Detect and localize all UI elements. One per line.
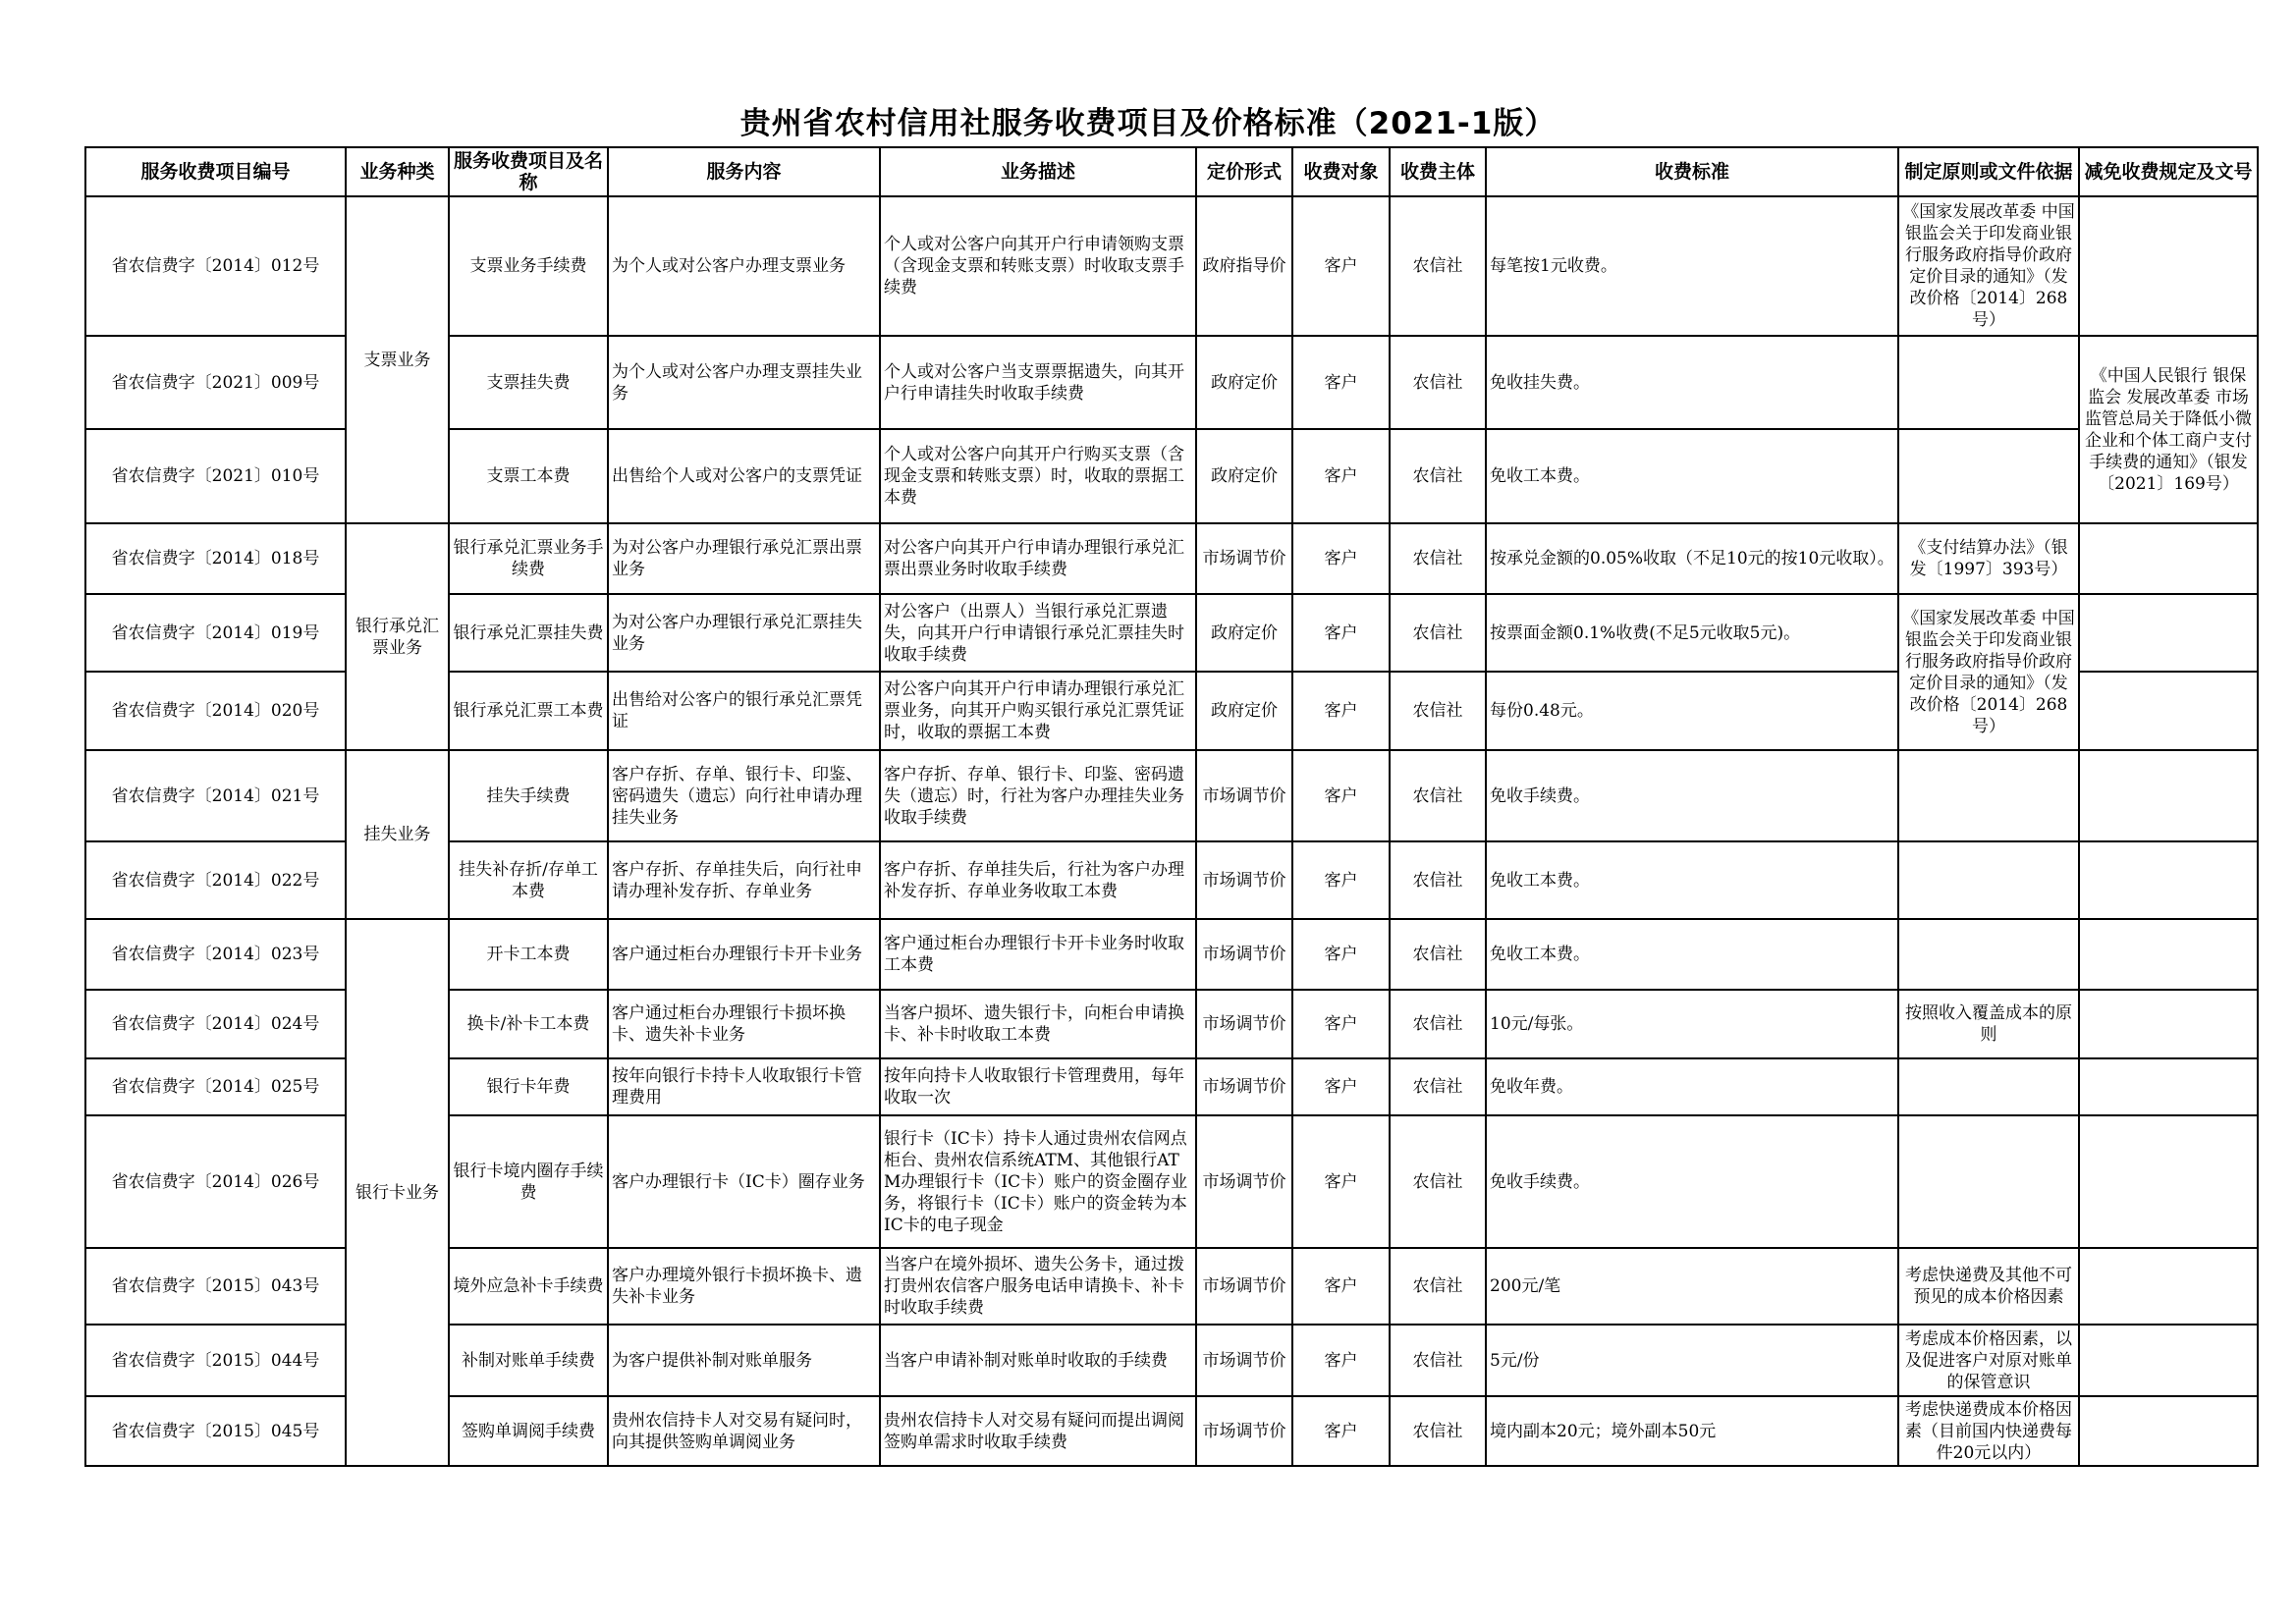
- cell-pricing: 政府定价: [1196, 594, 1292, 672]
- header-row: [85, 147, 2258, 196]
- cell-content: 为对公客户办理银行承兑汇票挂失业务: [608, 594, 880, 672]
- cell-target: 客户: [1292, 429, 1390, 523]
- cell-reduction: 《中国人民银行 银保监会 发展改革委 市场监管总局关于降低小微企业和个体工商户支付手续费的通知》（银发〔2021〕169号）: [2079, 336, 2258, 523]
- cell-reduction: [2079, 1058, 2258, 1115]
- cell-pricing: 市场调节价: [1196, 1325, 1292, 1396]
- header-reduction: 减免收费规定及文号: [2079, 147, 2258, 196]
- cell-desc: 个人或对公客户向其开户行购买支票（含现金支票和转账支票）时，收取的票据工本费: [880, 429, 1196, 523]
- cell-target: 客户: [1292, 196, 1390, 336]
- cell-target: 客户: [1292, 841, 1390, 919]
- header-pricing: 定价形式: [1196, 147, 1292, 196]
- cell-content: 客户通过柜台办理银行卡损坏换卡、遗失补卡业务: [608, 990, 880, 1058]
- cell-category: 银行卡业务: [346, 919, 449, 1466]
- cell-subject: 农信社: [1390, 841, 1486, 919]
- cell-name: 换卡/补卡工本费: [449, 990, 608, 1058]
- cell-name: 补制对账单手续费: [449, 1325, 608, 1396]
- cell-content: 为对公客户办理银行承兑汇票出票业务: [608, 523, 880, 594]
- cell-target: 客户: [1292, 336, 1390, 429]
- header-code: 服务收费项目编号: [85, 147, 346, 196]
- cell-pricing: 政府指导价: [1196, 196, 1292, 336]
- cell-desc: 当客户在境外损坏、遗失公务卡，通过拨打贵州农信客户服务电话申请换卡、补卡时收取手续费: [880, 1248, 1196, 1325]
- cell-target: 客户: [1292, 750, 1390, 841]
- cell-subject: 农信社: [1390, 750, 1486, 841]
- cell-standard: 每份0.48元。: [1486, 672, 1898, 750]
- table-row: [85, 750, 2258, 841]
- cell-name: 支票业务手续费: [449, 196, 608, 336]
- cell-code: 省农信费字〔2014〕023号: [85, 919, 346, 990]
- cell-content: 贵州农信持卡人对交易有疑问时，向其提供签购单调阅业务: [608, 1396, 880, 1466]
- cell-desc: 客户通过柜台办理银行卡开卡业务时收取工本费: [880, 919, 1196, 990]
- cell-desc: 对公客户向其开户行申请办理银行承兑汇票出票业务时收取手续费: [880, 523, 1196, 594]
- header-basis: 制定原则或文件依据: [1898, 147, 2079, 196]
- cell-content: 按年向银行卡持卡人收取银行卡管理费用: [608, 1058, 880, 1115]
- cell-name: 银行承兑汇票工本费: [449, 672, 608, 750]
- cell-basis: [1898, 1115, 2079, 1248]
- cell-subject: 农信社: [1390, 1248, 1486, 1325]
- cell-standard: 5元/份: [1486, 1325, 1898, 1396]
- cell-desc: 贵州农信持卡人对交易有疑问而提出调阅签购单需求时收取手续费: [880, 1396, 1196, 1466]
- cell-code: 省农信费字〔2014〕025号: [85, 1058, 346, 1115]
- cell-name: 境外应急补卡手续费: [449, 1248, 608, 1325]
- cell-desc: 个人或对公客户向其开户行申请领购支票（含现金支票和转账支票）时收取支票手续费: [880, 196, 1196, 336]
- cell-name: 挂失手续费: [449, 750, 608, 841]
- cell-subject: 农信社: [1390, 672, 1486, 750]
- cell-code: 省农信费字〔2014〕018号: [85, 523, 346, 594]
- table-row: [85, 196, 2258, 336]
- cell-code: 省农信费字〔2014〕012号: [85, 196, 346, 336]
- cell-target: 客户: [1292, 672, 1390, 750]
- cell-pricing: 政府定价: [1196, 336, 1292, 429]
- cell-subject: 农信社: [1390, 990, 1486, 1058]
- cell-subject: 农信社: [1390, 1396, 1486, 1466]
- header-description: 业务描述: [880, 147, 1196, 196]
- cell-category: 银行承兑汇票业务: [346, 523, 449, 750]
- cell-content: 出售给对公客户的银行承兑汇票凭证: [608, 672, 880, 750]
- cell-desc: 对公客户向其开户行申请办理银行承兑汇票业务，向其开户购买银行承兑汇票凭证时，收取的票据工本费: [880, 672, 1196, 750]
- cell-reduction: [2079, 523, 2258, 594]
- cell-content: 客户存折、存单挂失后，向行社申请办理补发存折、存单业务: [608, 841, 880, 919]
- cell-pricing: 市场调节价: [1196, 1396, 1292, 1466]
- cell-code: 省农信费字〔2014〕022号: [85, 841, 346, 919]
- cell-pricing: 市场调节价: [1196, 990, 1292, 1058]
- cell-code: 省农信费字〔2014〕020号: [85, 672, 346, 750]
- cell-target: 客户: [1292, 990, 1390, 1058]
- cell-name: 签购单调阅手续费: [449, 1396, 608, 1466]
- cell-name: 支票工本费: [449, 429, 608, 523]
- cell-code: 省农信费字〔2021〕009号: [85, 336, 346, 429]
- cell-subject: 农信社: [1390, 336, 1486, 429]
- cell-subject: 农信社: [1390, 919, 1486, 990]
- cell-reduction: [2079, 196, 2258, 336]
- cell-subject: 农信社: [1390, 429, 1486, 523]
- table-row: [85, 523, 2258, 594]
- cell-name: 银行承兑汇票挂失费: [449, 594, 608, 672]
- cell-standard: 10元/每张。: [1486, 990, 1898, 1058]
- cell-target: 客户: [1292, 1115, 1390, 1248]
- cell-basis: [1898, 1058, 2079, 1115]
- cell-standard: 按承兑金额的0.05%收取（不足10元的按10元收取）。: [1486, 523, 1898, 594]
- table-row: [85, 919, 2258, 990]
- header-subject: 收费主体: [1390, 147, 1486, 196]
- cell-content: 为个人或对公客户办理支票业务: [608, 196, 880, 336]
- cell-target: 客户: [1292, 594, 1390, 672]
- cell-standard: 免收挂失费。: [1486, 336, 1898, 429]
- cell-content: 客户存折、存单、银行卡、印鉴、密码遗失（遗忘）向行社申请办理挂失业务: [608, 750, 880, 841]
- cell-content: 出售给个人或对公客户的支票凭证: [608, 429, 880, 523]
- cell-standard: 免收年费。: [1486, 1058, 1898, 1115]
- fee-table: [84, 146, 2259, 1467]
- cell-target: 客户: [1292, 1058, 1390, 1115]
- cell-basis: 考虑成本价格因素，以及促进客户对原对账单的保管意识: [1898, 1325, 2079, 1396]
- cell-pricing: 市场调节价: [1196, 841, 1292, 919]
- cell-subject: 农信社: [1390, 196, 1486, 336]
- cell-pricing: 市场调节价: [1196, 1248, 1292, 1325]
- cell-standard: 200元/笔: [1486, 1248, 1898, 1325]
- cell-basis: [1898, 429, 2079, 523]
- cell-desc: 当客户申请补制对账单时收取的手续费: [880, 1325, 1196, 1396]
- cell-code: 省农信费字〔2014〕019号: [85, 594, 346, 672]
- cell-code: 省农信费字〔2014〕021号: [85, 750, 346, 841]
- cell-content: 客户通过柜台办理银行卡开卡业务: [608, 919, 880, 990]
- cell-standard: 每笔按1元收费。: [1486, 196, 1898, 336]
- cell-standard: 免收工本费。: [1486, 841, 1898, 919]
- cell-reduction: [2079, 1325, 2258, 1396]
- cell-name: 支票挂失费: [449, 336, 608, 429]
- cell-basis: 《国家发展改革委 中国银监会关于印发商业银行服务政府指导价政府定价目录的通知》（发改价格〔2014〕268号）: [1898, 196, 2079, 336]
- cell-pricing: 市场调节价: [1196, 1058, 1292, 1115]
- cell-reduction: [2079, 919, 2258, 990]
- cell-basis: [1898, 336, 2079, 429]
- cell-content: 为客户提供补制对账单服务: [608, 1325, 880, 1396]
- cell-subject: 农信社: [1390, 1058, 1486, 1115]
- cell-target: 客户: [1292, 1248, 1390, 1325]
- cell-basis: 考虑快递费及其他不可预见的成本价格因素: [1898, 1248, 2079, 1325]
- header-standard: 收费标准: [1486, 147, 1898, 196]
- cell-standard: 免收工本费。: [1486, 429, 1898, 523]
- cell-desc: 按年向持卡人收取银行卡管理费用，每年收取一次: [880, 1058, 1196, 1115]
- cell-code: 省农信费字〔2014〕024号: [85, 990, 346, 1058]
- cell-code: 省农信费字〔2015〕044号: [85, 1325, 346, 1396]
- cell-basis: 《国家发展改革委 中国银监会关于印发商业银行服务政府指导价政府定价目录的通知》（发改价格〔2014〕268号）: [1898, 594, 2079, 750]
- cell-target: 客户: [1292, 919, 1390, 990]
- cell-subject: 农信社: [1390, 1325, 1486, 1396]
- cell-subject: 农信社: [1390, 1115, 1486, 1248]
- cell-name: 银行卡境内圈存手续费: [449, 1115, 608, 1248]
- cell-basis: [1898, 750, 2079, 841]
- cell-pricing: 市场调节价: [1196, 523, 1292, 594]
- cell-basis: 按照收入覆盖成本的原则: [1898, 990, 2079, 1058]
- cell-reduction: [2079, 841, 2258, 919]
- cell-target: 客户: [1292, 1325, 1390, 1396]
- cell-category: 支票业务: [346, 196, 449, 523]
- cell-desc: 对公客户（出票人）当银行承兑汇票遗失，向其开户行申请银行承兑汇票挂失时收取手续费: [880, 594, 1196, 672]
- header-item-name: 服务收费项目及名称: [449, 147, 608, 196]
- cell-name: 银行卡年费: [449, 1058, 608, 1115]
- cell-content: 客户办理境外银行卡损坏换卡、遗失补卡业务: [608, 1248, 880, 1325]
- cell-reduction: [2079, 750, 2258, 841]
- cell-basis: 考虑快递费成本价格因素（目前国内快递费每件20元以内）: [1898, 1396, 2079, 1466]
- cell-pricing: 政府定价: [1196, 429, 1292, 523]
- cell-basis: [1898, 919, 2079, 990]
- header-target: 收费对象: [1292, 147, 1390, 196]
- cell-code: 省农信费字〔2014〕026号: [85, 1115, 346, 1248]
- cell-code: 省农信费字〔2015〕043号: [85, 1248, 346, 1325]
- cell-basis: [1898, 841, 2079, 919]
- cell-target: 客户: [1292, 1396, 1390, 1466]
- page-title: 贵州省农村信用社服务收费项目及价格标准（2021-1版）: [739, 106, 1557, 141]
- cell-standard: 境内副本20元；境外副本50元: [1486, 1396, 1898, 1466]
- cell-pricing: 市场调节价: [1196, 1115, 1292, 1248]
- cell-pricing: 市场调节价: [1196, 919, 1292, 990]
- cell-code: 省农信费字〔2021〕010号: [85, 429, 346, 523]
- cell-subject: 农信社: [1390, 594, 1486, 672]
- cell-basis: 《支付结算办法》（银发〔1997〕393号）: [1898, 523, 2079, 594]
- cell-content: 客户办理银行卡（IC卡）圈存业务: [608, 1115, 880, 1248]
- cell-subject: 农信社: [1390, 523, 1486, 594]
- cell-pricing: 市场调节价: [1196, 750, 1292, 841]
- cell-desc: 客户存折、存单挂失后，行社为客户办理补发存折、存单业务收取工本费: [880, 841, 1196, 919]
- cell-reduction: [2079, 1248, 2258, 1325]
- cell-desc: 个人或对公客户当支票票据遗失，向其开户行申请挂失时收取手续费: [880, 336, 1196, 429]
- cell-desc: 银行卡（IC卡）持卡人通过贵州农信网点柜台、贵州农信系统ATM、其他银行ATM办理银行卡（IC卡）账户的资金圈存业务，将银行卡（IC卡）账户的资金转为本IC卡的电子现金: [880, 1115, 1196, 1248]
- cell-desc: 客户存折、存单、银行卡、印鉴、密码遗失（遗忘）时，行社为客户办理挂失业务收取手续费: [880, 750, 1196, 841]
- cell-reduction: [2079, 1115, 2258, 1248]
- cell-reduction: [2079, 594, 2258, 672]
- cell-category: 挂失业务: [346, 750, 449, 919]
- header-category: 业务种类: [346, 147, 449, 196]
- cell-pricing: 政府定价: [1196, 672, 1292, 750]
- cell-standard: 按票面金额0.1%收费(不足5元收取5元)。: [1486, 594, 1898, 672]
- header-content: 服务内容: [608, 147, 880, 196]
- cell-standard: 免收手续费。: [1486, 1115, 1898, 1248]
- cell-desc: 当客户损坏、遗失银行卡，向柜台申请换卡、补卡时收取工本费: [880, 990, 1196, 1058]
- cell-name: 开卡工本费: [449, 919, 608, 990]
- cell-reduction: [2079, 672, 2258, 750]
- cell-reduction: [2079, 990, 2258, 1058]
- cell-name: 挂失补存折/存单工本费: [449, 841, 608, 919]
- cell-target: 客户: [1292, 523, 1390, 594]
- cell-standard: 免收工本费。: [1486, 919, 1898, 990]
- cell-standard: 免收手续费。: [1486, 750, 1898, 841]
- cell-reduction: [2079, 1396, 2258, 1466]
- cell-code: 省农信费字〔2015〕045号: [85, 1396, 346, 1466]
- cell-content: 为个人或对公客户办理支票挂失业务: [608, 336, 880, 429]
- cell-name: 银行承兑汇票业务手续费: [449, 523, 608, 594]
